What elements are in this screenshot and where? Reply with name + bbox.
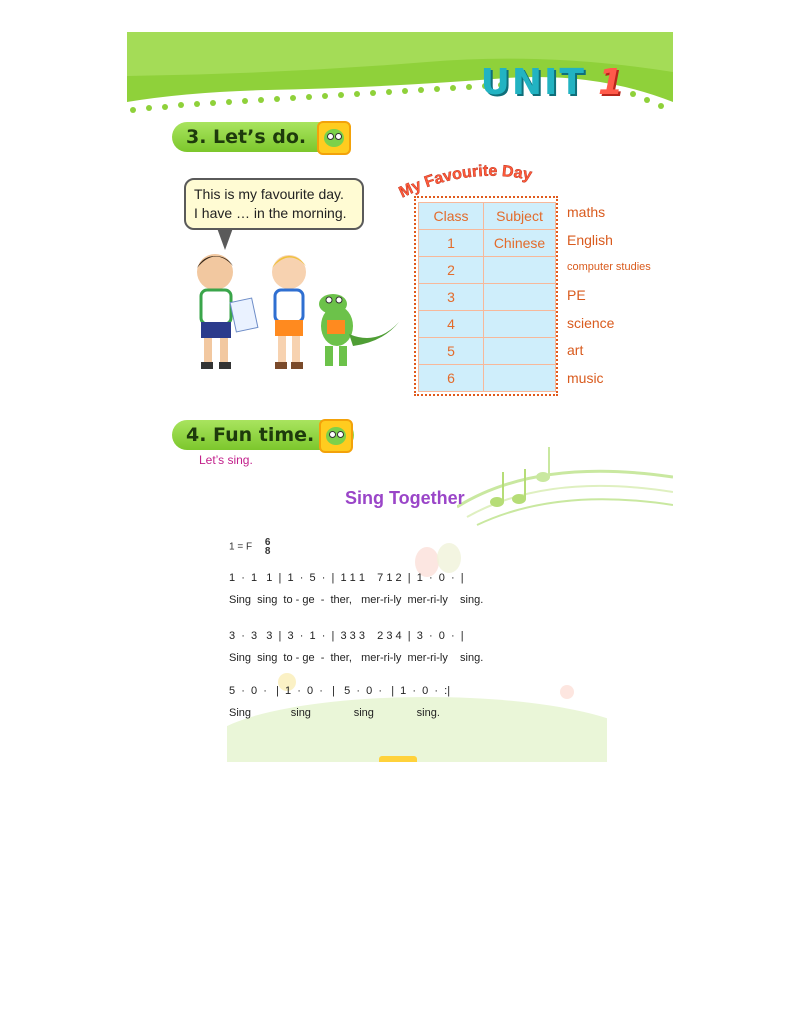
class-cell: 2	[419, 257, 484, 284]
subject-word: science	[567, 315, 615, 331]
class-cell: 5	[419, 338, 484, 365]
notation-line: 3 · 3 3 | 3 · 1 · | 3 3 3 2 3 4 | 3 · 0 · |	[229, 630, 464, 642]
schedule-table-frame	[414, 196, 558, 396]
speech-bubble-tail	[217, 228, 233, 250]
speech-line-1: This is my favourite day.	[194, 186, 344, 202]
table-row	[419, 257, 556, 284]
lets-sing-label: Let’s sing.	[199, 453, 253, 467]
speech-line-2: I have … in the morning.	[194, 205, 347, 221]
meadow-background	[227, 532, 607, 762]
notation-line: 1 · 1 1 | 1 · 5 · | 1 1 1 7 1 2 | 1 · 0 · |	[229, 572, 464, 584]
notation-line: 5 · 0 · | 1 · 0 · | 5 · 0 · | 1 · 0 · :|	[229, 685, 451, 697]
subject-word: PE	[567, 287, 586, 303]
subject-cell[interactable]: Chinese	[484, 230, 556, 257]
mascot-badge-icon	[319, 419, 353, 453]
time-sig-bottom: 8	[264, 546, 271, 557]
section-4-title: 4. Fun time.	[172, 420, 354, 450]
key-signature	[229, 538, 270, 556]
table-row	[419, 284, 556, 311]
subject-cell[interactable]	[484, 311, 556, 338]
table-row	[419, 311, 556, 338]
table-header-subject: Subject	[484, 203, 556, 230]
table-row	[419, 230, 556, 257]
subject-word: maths	[567, 204, 606, 220]
class-cell: 3	[419, 284, 484, 311]
unit-heading	[481, 62, 625, 103]
class-cell: 6	[419, 365, 484, 392]
speech-bubble	[184, 178, 364, 230]
subject-cell[interactable]	[484, 338, 556, 365]
lyrics-line: Sing sing sing sing.	[229, 707, 440, 719]
class-cell: 4	[419, 311, 484, 338]
subject-word: English	[567, 232, 613, 248]
subject-cell[interactable]	[484, 257, 556, 284]
table-title-text: My Favourite Day	[397, 162, 534, 200]
time-sig-top: 6	[264, 537, 271, 548]
textbook-page	[127, 32, 673, 762]
unit-number: 1	[597, 62, 625, 103]
children-illustration	[187, 250, 402, 395]
unit-label: UNIT	[480, 62, 586, 103]
subject-cell[interactable]	[484, 365, 556, 392]
mascot-badge-icon	[317, 121, 351, 155]
music-notes-decoration-icon	[457, 437, 673, 532]
subject-word: art	[567, 342, 584, 358]
table-row	[419, 338, 556, 365]
table-row	[419, 365, 556, 392]
song-title: Sing Together	[345, 488, 465, 508]
subject-cell[interactable]	[484, 284, 556, 311]
lyrics-line: Sing sing to - ge - ther, mer-ri-ly mer-ri-ly sing.	[229, 652, 484, 664]
page-number-tab	[379, 756, 417, 762]
svg-text:My Favourite Day	[397, 163, 533, 200]
section-3-title: 3. Let’s do.	[172, 122, 346, 152]
table-header-class: Class	[419, 203, 484, 230]
subject-word: music	[567, 370, 604, 386]
subject-word: computer studies	[567, 261, 651, 273]
table-title	[397, 160, 567, 200]
schedule-table	[418, 202, 556, 392]
time-signature	[265, 538, 271, 556]
lyrics-line: Sing sing to - ge - ther, mer-ri-ly mer-ri-ly sing.	[229, 594, 484, 606]
key-label: 1 = F	[229, 541, 253, 553]
class-cell: 1	[419, 230, 484, 257]
